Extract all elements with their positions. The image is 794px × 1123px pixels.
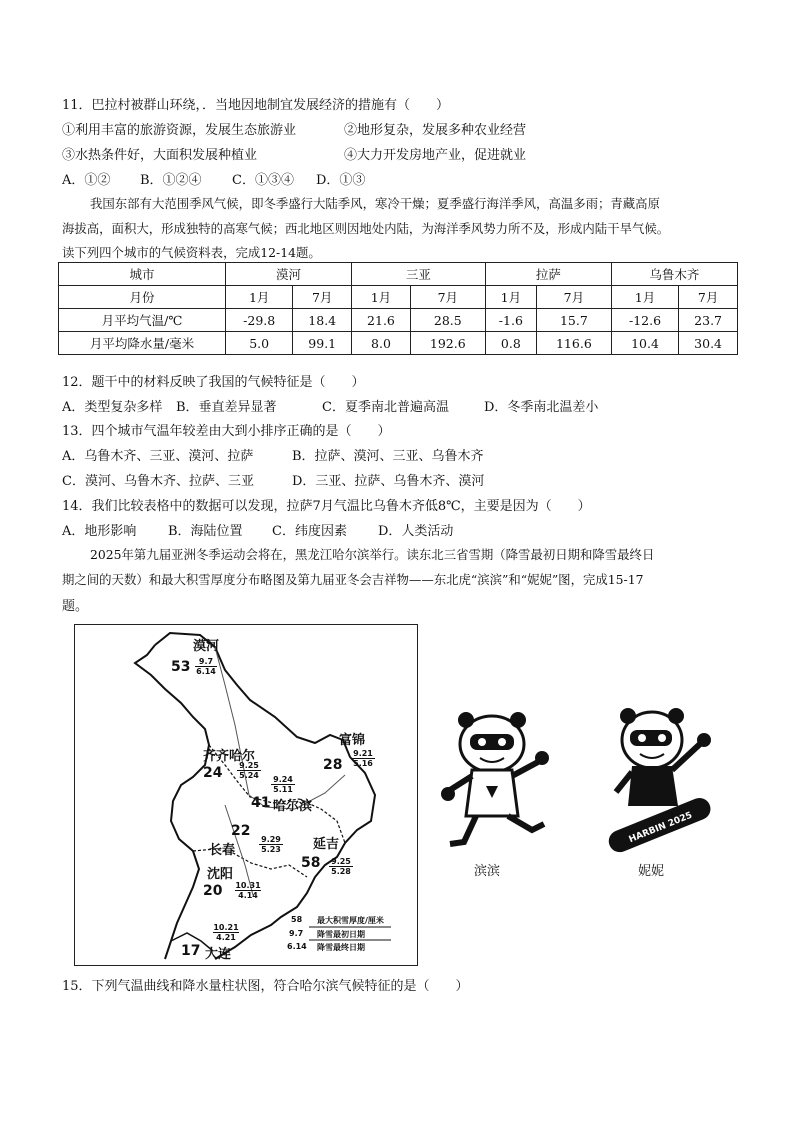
dates-changchun xyxy=(259,835,283,854)
last-snow-harbin: 5.11 xyxy=(273,785,293,794)
city-yanji: 延吉 xyxy=(313,837,340,852)
last-snow-mohe: 6.14 xyxy=(196,667,216,676)
table-city-sanya: 三亚 xyxy=(352,263,486,286)
q14-option-b: B．海陆位置 xyxy=(168,524,243,539)
depth-qiqihar: 24 xyxy=(203,765,223,781)
table-cell: -1.6 xyxy=(485,309,536,332)
last-snow-changchun: 5.23 xyxy=(261,845,281,854)
table-cell: 18.4 xyxy=(293,309,352,332)
q11-statement-3: ③水热条件好，大面积发展种植业 xyxy=(62,148,258,163)
table-cell: 21.6 xyxy=(352,309,411,332)
first-snow-changchun: 9.29 xyxy=(259,835,283,845)
depth-harbin: 41 xyxy=(251,795,271,811)
table-cell: 8.0 xyxy=(352,332,411,355)
table-cell: 1月 xyxy=(352,286,411,309)
table-cell: 7月 xyxy=(536,286,611,309)
q12-option-b: B．垂直差异显著 xyxy=(176,400,277,415)
depth-yanji: 58 xyxy=(301,855,321,871)
legend-depth-label: 最大积雪厚度/厘米 xyxy=(317,916,384,925)
table-cell: 7月 xyxy=(679,286,738,309)
first-snow-harbin: 9.24 xyxy=(271,775,295,785)
intro1-line-3: 读下列四个城市的气候资料表，完成12-14题。 xyxy=(62,245,321,260)
climate-table xyxy=(58,262,738,355)
table-row xyxy=(59,309,738,332)
q13-option-c: C．漠河、乌鲁木齐、拉萨、三亚 xyxy=(62,474,254,489)
table-cell: 28.5 xyxy=(410,309,485,332)
first-snow-mohe: 9.7 xyxy=(195,657,217,667)
table-row xyxy=(59,263,738,286)
intro2-line-1: 2025年第九届亚洲冬季运动会将在，黑龙江哈尔滨举行。读东北三省雪期（降雪最初日期和降雪最终日 xyxy=(90,547,655,562)
city-shenyang: 沈阳 xyxy=(207,867,234,882)
q12-stem: 12．题干中的材料反映了我国的气候特征是（ ） xyxy=(62,375,365,390)
table-cell: 7月 xyxy=(293,286,352,309)
q11-statement-4: ④大力开发房地产业，促进就业 xyxy=(344,148,527,163)
first-snow-fujin: 9.21 xyxy=(351,749,375,759)
legend-first-label: 降雪最初日期 xyxy=(317,930,365,939)
city-qiqihar: 齐齐哈尔 xyxy=(203,749,256,764)
table-cell: 116.6 xyxy=(536,332,611,355)
last-snow-shenyang: 4.14 xyxy=(238,891,258,900)
q11-option-c: C．①③④ xyxy=(232,173,294,188)
legend-last-label: 降雪最终日期 xyxy=(317,943,365,952)
table-cell: 1月 xyxy=(611,286,678,309)
first-snow-qiqihar: 9.25 xyxy=(237,761,261,771)
q14-option-c: C．纬度因素 xyxy=(272,524,347,539)
q11-option-b: B．①②④ xyxy=(140,173,202,188)
dates-shenyang xyxy=(235,881,261,900)
mascot-nini-name: 妮妮 xyxy=(638,864,665,879)
table-header-temp: 月平均气温/℃ xyxy=(59,309,226,332)
dates-yanji xyxy=(329,857,353,876)
q11-option-d: D．①③ xyxy=(316,173,366,188)
mascot-binbin-name: 滨滨 xyxy=(474,864,501,879)
map-outline xyxy=(75,625,417,965)
legend-first-value: 9.7 xyxy=(289,929,304,938)
q14-option-d: D．人类活动 xyxy=(378,524,454,539)
table-cell: 5.0 xyxy=(226,332,293,355)
q13-option-a: A．乌鲁木齐、三亚、漠河、拉萨 xyxy=(62,449,254,464)
table-cell: 30.4 xyxy=(679,332,738,355)
city-dalian: 大连 xyxy=(205,947,232,962)
snow-map xyxy=(74,624,418,966)
table-cell: 192.6 xyxy=(410,332,485,355)
q12-option-d: D．冬季南北温差小 xyxy=(484,400,599,415)
dates-harbin xyxy=(271,775,295,794)
table-city-mohe: 漠河 xyxy=(226,263,352,286)
first-snow-dalian: 10.21 xyxy=(213,923,239,932)
last-snow-fujin: 5.16 xyxy=(353,759,373,768)
table-city-urumqi: 乌鲁木齐 xyxy=(611,263,737,286)
q13-stem: 13．四个城市气温年较差由大到小排序正确的是（ ） xyxy=(62,424,391,439)
q12-option-c: C．夏季南北普遍高温 xyxy=(322,400,449,415)
intro1-line-1: 我国东部有大范围季风气候，即冬季盛行大陆季风，寒冷干燥；夏季盛行海洋季风，高温多雨；青藏高原 xyxy=(90,196,660,211)
q11-stem: 11．巴拉村被群山环绕，．当地因地制宜发展经济的措施有（ ） xyxy=(62,98,450,113)
table-row xyxy=(59,332,738,355)
table-row xyxy=(59,286,738,309)
table-cell: 15.7 xyxy=(536,309,611,332)
table-cell: 23.7 xyxy=(679,309,738,332)
mascot-binbin-icon xyxy=(436,706,556,856)
q15-stem: 15．下列气温曲线和降水量柱状图，符合哈尔滨气候特征的是（ ） xyxy=(62,979,469,994)
q14-option-a: A．地形影响 xyxy=(62,524,137,539)
table-cell: -29.8 xyxy=(226,309,293,332)
last-snow-yanji: 5.28 xyxy=(331,867,351,876)
table-cell: 0.8 xyxy=(485,332,536,355)
table-cell: 10.4 xyxy=(611,332,678,355)
q14-stem: 14．我们比较表格中的数据可以发现，拉萨7月气温比乌鲁木齐低8℃，主要是因为（ ） xyxy=(62,499,591,514)
mascot-nini-icon xyxy=(600,700,720,860)
first-snow-yanji: 9.25 xyxy=(329,857,353,867)
legend-depth-value: 58 xyxy=(291,915,303,924)
intro1-line-2: 海拔高，面积大，形成独特的高寒气候；西北地区则因地处内陆，为海洋季风势力所不及，形成内陆干旱气候。 xyxy=(62,221,670,236)
dates-qiqihar xyxy=(237,761,261,780)
depth-dalian: 17 xyxy=(181,943,201,959)
intro2-line-2: 期之间的天数）和最大积雪厚度分布略图及第九届亚冬会吉祥物——东北虎“滨滨”和“妮妮”图，完成15-17 xyxy=(62,572,644,587)
last-snow-qiqihar: 5.24 xyxy=(239,771,259,780)
city-harbin: 哈尔滨 xyxy=(273,799,313,814)
q13-option-b: B．拉萨、漠河、三亚、乌鲁木齐 xyxy=(292,449,484,464)
depth-changchun: 22 xyxy=(231,823,251,839)
city-fujin: 富锦 xyxy=(339,733,366,748)
last-snow-dalian: 4.21 xyxy=(216,933,236,942)
table-cell: 7月 xyxy=(410,286,485,309)
q12-option-a: A．类型复杂多样 xyxy=(62,400,163,415)
q13-option-d: D．三亚、拉萨、乌鲁木齐、漠河 xyxy=(292,474,485,489)
dates-dalian xyxy=(213,923,239,942)
table-cell: 1月 xyxy=(226,286,293,309)
q11-option-a: A．①② xyxy=(62,173,111,188)
table-header-precip: 月平均降水量/毫米 xyxy=(59,332,226,355)
table-header-city: 城市 xyxy=(59,263,226,286)
table-cell: -12.6 xyxy=(611,309,678,332)
table-header-month: 月份 xyxy=(59,286,226,309)
city-mohe: 漠河 xyxy=(193,639,220,654)
city-changchun: 长春 xyxy=(209,843,236,858)
snowboard-text: HARBIN 2025 xyxy=(627,810,694,846)
depth-mohe: 53 xyxy=(171,659,191,675)
legend-last-value: 6.14 xyxy=(287,942,307,951)
dates-mohe xyxy=(195,657,217,676)
dates-fujin xyxy=(351,749,375,768)
q11-statement-2: ②地形复杂，发展多种农业经营 xyxy=(344,123,527,138)
depth-shenyang: 20 xyxy=(203,883,223,899)
q11-statement-1: ①利用丰富的旅游资源，发展生态旅游业 xyxy=(62,123,297,138)
table-cell: 1月 xyxy=(485,286,536,309)
depth-fujin: 28 xyxy=(323,757,343,773)
table-city-lhasa: 拉萨 xyxy=(485,263,611,286)
intro2-line-3: 题。 xyxy=(62,599,89,614)
table-cell: 99.1 xyxy=(293,332,352,355)
first-snow-shenyang: 10.31 xyxy=(235,881,261,890)
